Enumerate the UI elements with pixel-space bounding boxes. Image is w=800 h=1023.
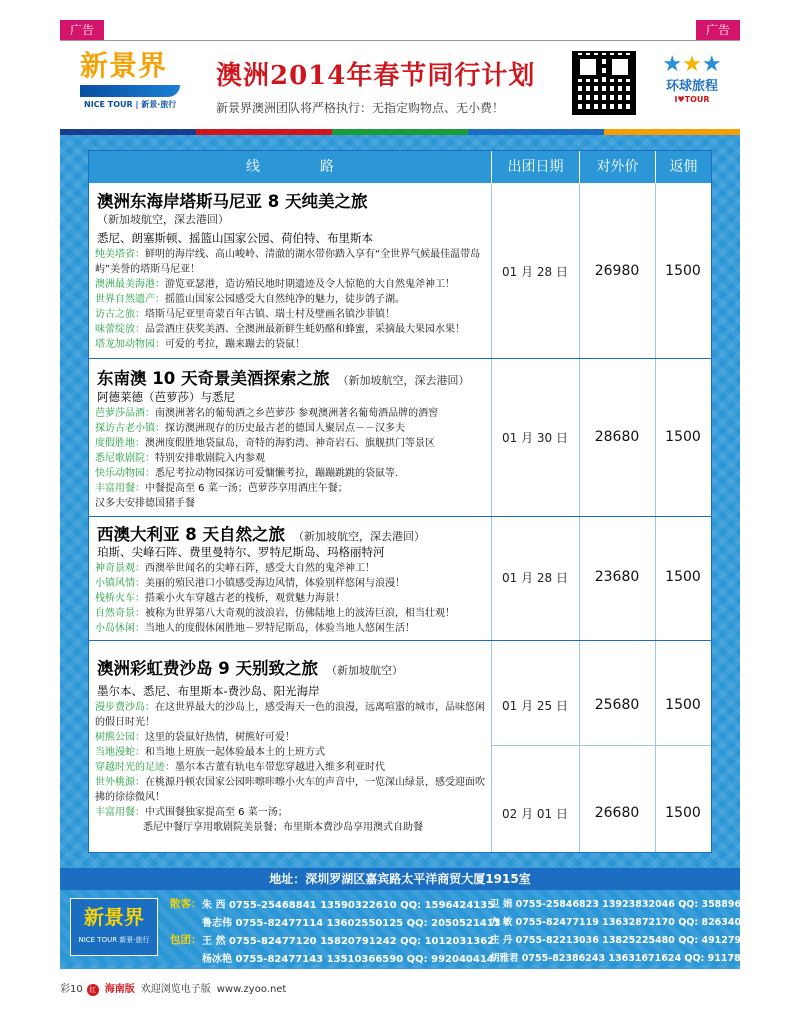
highlight-key: 快乐动物园： <box>95 468 155 479</box>
route-title-text: 东南澳 10 天奇景美酒探索之旅 <box>97 369 330 388</box>
highlight-text: 中式围餐独家提高至 6 菜一汤； <box>145 807 288 818</box>
brand-logo-sub: NICE TOUR | 新景·旅行 <box>84 100 177 109</box>
col-header-rebate: 返佣 <box>655 151 711 183</box>
highlight-key: 芭萝莎品酒： <box>95 408 155 419</box>
departure-date: 01 月 28 日 <box>502 265 568 279</box>
contact-line: 朱 西 0755-25468841 13590322610 QQ: 1596424135 <box>202 900 495 911</box>
route-title <box>97 655 403 679</box>
contact-line: 卫 娟 0755-25846823 13923832046 QQ: 358896555 <box>490 899 761 910</box>
departure-date: 01 月 28 日 <box>502 571 568 585</box>
edition-name: 海南版 <box>104 984 135 995</box>
highlight-key: 树熊公园： <box>95 732 145 743</box>
edition-badge: 红 <box>87 984 99 996</box>
highlight-key: 漫步费沙岛： <box>95 702 155 713</box>
price: 26980 <box>594 263 640 279</box>
highlight-text: 和当地上班族一起体验最本土的上班方式 <box>145 747 325 758</box>
highlight-item <box>95 466 491 481</box>
rebate: 1500 <box>665 429 701 445</box>
highlight-text: 游览亚瑟港，造访殖民地时期遗迹及令人惊艳的大自然鬼斧神工！ <box>165 279 455 290</box>
highlight-text: 当地人的度假休闲胜地－罗特尼斯岛，体验当地人悠闲生活！ <box>145 623 415 634</box>
highlight-item <box>95 247 491 277</box>
highlight-item <box>95 406 491 421</box>
price: 23680 <box>594 569 640 585</box>
page-footer <box>60 980 286 996</box>
highlight-text: 西澳举世闻名的尖峰石阵，感受大自然的鬼斧神工！ <box>145 563 375 574</box>
highlight-item <box>95 745 491 760</box>
contacts-panel <box>60 890 768 965</box>
contacts-logo-text: 新景界 <box>84 905 144 929</box>
highlight-key: 探访古老小镇： <box>95 423 165 434</box>
route-itinerary: 阿德莱德（芭萝莎）与悉尼 <box>97 390 235 404</box>
route-airline: （新加坡航空，深去港回） <box>292 530 425 543</box>
highlight-item <box>95 337 491 352</box>
departure-date: 01 月 25 日 <box>502 699 568 713</box>
partner-logo <box>654 51 730 121</box>
highlight-key: 自然奇景： <box>95 608 145 619</box>
contact-line: 杨冰艳 0755-82477143 13510366590 QQ: 992040414 <box>202 954 494 965</box>
page-title: 澳洲2014年春节同行计划 <box>216 61 536 91</box>
label-group: 包团： <box>170 934 202 946</box>
route-table <box>88 150 712 853</box>
highlight-item <box>95 277 491 292</box>
highlight-key: 纯美塔省： <box>95 249 145 260</box>
contacts-logo-sub: NICE TOUR 新景·旅行 <box>78 936 150 944</box>
route-title <box>97 521 425 545</box>
stars-icon: ★★★ <box>662 52 722 77</box>
col-header-price: 对外价 <box>579 151 655 183</box>
highlight-text: 特别安排歌剧院入内参观 <box>155 453 265 464</box>
highlight-text: 塔斯马尼亚里奇蒙百年古镇、瑞士村及壁画名镇沙菲镇！ <box>145 309 395 320</box>
route-airline: （新加坡航空） <box>325 664 403 677</box>
highlight-text: 摇篮山国家公园感受大自然纯净的魅力，徒步鸽子湖。 <box>165 294 405 305</box>
route-highlights <box>95 700 491 835</box>
route-itinerary: 珀斯、尖峰石阵、费里曼特尔、罗特尼斯岛、玛格丽特河 <box>97 545 385 559</box>
highlight-key: 丰富用餐： <box>95 483 145 494</box>
highlight-item <box>95 775 491 805</box>
highlight-text: 墨尔本古董有轨电车带您穿越进入维多利亚时代 <box>175 762 385 773</box>
highlight-key: 小岛休闲： <box>95 623 145 634</box>
brand-logo-text: 新景界 <box>80 49 168 82</box>
partner-name: 环球旅程 <box>665 79 718 94</box>
highlight-item <box>95 606 491 621</box>
rebate: 1500 <box>665 263 701 279</box>
table-row <box>89 359 711 517</box>
col-header-date: 出团日期 <box>491 151 579 183</box>
highlight-item <box>95 481 491 496</box>
highlight-key: 栈桥火车： <box>95 593 145 604</box>
highlight-text: 南澳洲著名的葡萄酒之乡芭萝莎 参观澳洲著名葡萄酒品牌的酒窖 <box>155 408 439 419</box>
departure-date: 02 月 01 日 <box>502 807 568 821</box>
highlight-text: 中餐提高至 6 菜一汤；芭萝莎享用酒庄午餐； <box>145 483 348 494</box>
highlight-text: 汉多夫安排德国猪手餐 <box>95 498 195 509</box>
partner-tag: I♥TOUR <box>674 95 710 104</box>
highlight-text: 悉尼中餐厅享用歌剧院美景餐；布里斯本费沙岛享用澳式自助餐 <box>143 822 423 833</box>
rebate: 1500 <box>665 697 701 713</box>
highlight-key: 悉尼歌剧院： <box>95 453 155 464</box>
highlight-key: 味蕾绽放： <box>95 324 145 335</box>
highlight-item <box>95 451 491 466</box>
price: 26680 <box>594 805 640 821</box>
address-bar: 地址：深圳罗湖区嘉宾路太平洋商贸大厦1915室 <box>60 868 740 890</box>
highlight-item <box>95 436 491 451</box>
highlight-text: 在这世界最大的沙岛上，感受海天一色的浪漫，远离喧嚣的城市，品味悠闲的假日时光！ <box>95 702 485 728</box>
highlight-item <box>95 576 491 591</box>
highlight-key: 世外桃源： <box>95 777 145 788</box>
footer-text: 欢迎浏览电子版 <box>140 984 211 995</box>
highlight-text: 这里的袋鼠好热情，树熊好可爱！ <box>145 732 295 743</box>
highlight-item <box>95 292 491 307</box>
rebate: 1500 <box>665 805 701 821</box>
highlight-text: 可爱的考拉，蹦来蹦去的袋鼠！ <box>165 339 305 350</box>
ad-tag-right: 广告 <box>696 20 740 40</box>
highlight-item <box>95 700 491 730</box>
highlight-text: 探访澳洲现存的历史最古老的德国人聚居点－－汉多夫 <box>165 423 405 434</box>
highlight-key: 当地漫蛇： <box>95 747 145 758</box>
table-row <box>89 183 711 359</box>
contact-line: 鲁志伟 0755-82477114 13602550125 QQ: 2050521413 <box>202 918 501 929</box>
page-header <box>60 41 740 135</box>
route-itinerary: 悉尼、朗塞斯顿、摇篮山国家公园、荷伯特、布里斯本 <box>97 231 373 245</box>
contact-line: 庄 丹 0755-82213036 13825225480 QQ: 491279294 <box>490 935 761 946</box>
qr-code-icon <box>572 51 636 115</box>
logo-wave-icon <box>80 85 180 97</box>
route-title: 澳洲东海岸塔斯马尼亚 8 天纯美之旅 <box>97 192 368 211</box>
highlight-item <box>95 421 491 436</box>
highlight-item <box>95 496 491 511</box>
route-highlights <box>95 247 491 352</box>
highlight-key: 世界自然遗产： <box>95 294 165 305</box>
highlight-key: 度假胜地： <box>95 438 145 449</box>
highlight-item <box>95 730 491 745</box>
brand-logo <box>80 49 190 111</box>
contact-line: 方 敏 0755-82477119 13632872170 QQ: 82634015 <box>490 917 755 928</box>
highlight-key: 澳洲最美海港： <box>95 279 165 290</box>
highlight-text: 美丽的殖民港口小镇感受海边风情，体验别样悠闲与浪漫！ <box>145 578 405 589</box>
highlight-text: 悉尼考拉动物园探访可爱慵懒考拉，蹦蹦跳跳的袋鼠等. <box>155 468 399 479</box>
highlight-key: 访古之旅： <box>95 309 145 320</box>
highlight-item <box>95 760 491 775</box>
highlight-item <box>95 820 491 835</box>
highlight-key: 穿越时光的足迹： <box>95 762 175 773</box>
highlight-text: 在桃源丹顿农国家公园咔嚓咔嚓小火车的声音中，一览深山绿景，感受迎面吹拂的徐徐微风！ <box>95 777 485 803</box>
highlight-key: 丰富用餐： <box>95 807 145 818</box>
highlight-text: 鲜明的海岸线、高山峻岭、清澈的湖水带你踏入享有“全世界气候最佳温带岛屿”美誉的塔斯马尼亚！ <box>95 249 481 275</box>
departure-divider <box>491 745 711 746</box>
route-highlights <box>95 561 491 636</box>
highlight-text: 澳洲度假胜地袋鼠岛，奇特的海豹湾、神奇岩石、旗舰拱门等景区 <box>145 438 435 449</box>
table-row <box>89 517 711 641</box>
route-airline: （新加坡航空，深去港回） <box>337 374 470 387</box>
highlight-key: 神奇景观： <box>95 563 145 574</box>
highlight-text: 被称为世界第八大奇观的波浪岩，仿佛陆地上的波涛巨浪，相当壮观！ <box>145 608 455 619</box>
highlight-key: 塔龙加动物园： <box>95 339 165 350</box>
ad-tag-left: 广告 <box>60 20 104 40</box>
highlight-item <box>95 322 491 337</box>
price: 25680 <box>594 697 640 713</box>
route-title-text: 澳洲彩虹费沙岛 9 天别致之旅 <box>97 659 318 678</box>
contact-line: 胡雅君 0755-82386243 13631671624 QQ: 911780497 <box>490 953 768 964</box>
route-highlights <box>95 406 491 511</box>
route-itinerary: 墨尔本、悉尼、布里斯本-费沙岛、阳光海岸 <box>97 684 320 698</box>
highlight-item <box>95 591 491 606</box>
table-row <box>89 641 711 852</box>
route-airline: （新加坡航空，深去港回） <box>97 213 229 226</box>
page-subtitle: 新景界澳洲团队将严格执行：无指定购物点、无小费！ <box>216 101 505 115</box>
table-header <box>89 151 711 183</box>
departure-date: 01 月 30 日 <box>502 431 568 445</box>
highlight-text: 搭乘小火车穿越古老的栈桥，观赏魅力海景！ <box>145 593 345 604</box>
highlight-item <box>95 561 491 576</box>
highlight-item <box>95 805 491 820</box>
footer-url[interactable]: www.zyoo.net <box>216 984 287 995</box>
page-number: 彩10 <box>60 984 83 995</box>
highlight-text: 品尝酒庄获奖美酒、全澳洲最新鲜生蚝奶酪和蜂蜜，采摘最大果园水果！ <box>145 324 465 335</box>
contacts-logo <box>70 898 158 956</box>
price: 28680 <box>594 429 640 445</box>
contact-line: 王 然 0755-82477120 15820791242 QQ: 1012031362 <box>202 936 495 947</box>
label-sales: 散客： <box>170 898 202 910</box>
rebate: 1500 <box>665 569 701 585</box>
col-header-route: 线路 <box>246 159 394 175</box>
highlight-item <box>95 307 491 322</box>
highlight-item <box>95 621 491 636</box>
route-title <box>97 365 469 389</box>
highlight-key: 小镇风情： <box>95 578 145 589</box>
route-title-text: 西澳大利亚 8 天自然之旅 <box>97 525 285 544</box>
